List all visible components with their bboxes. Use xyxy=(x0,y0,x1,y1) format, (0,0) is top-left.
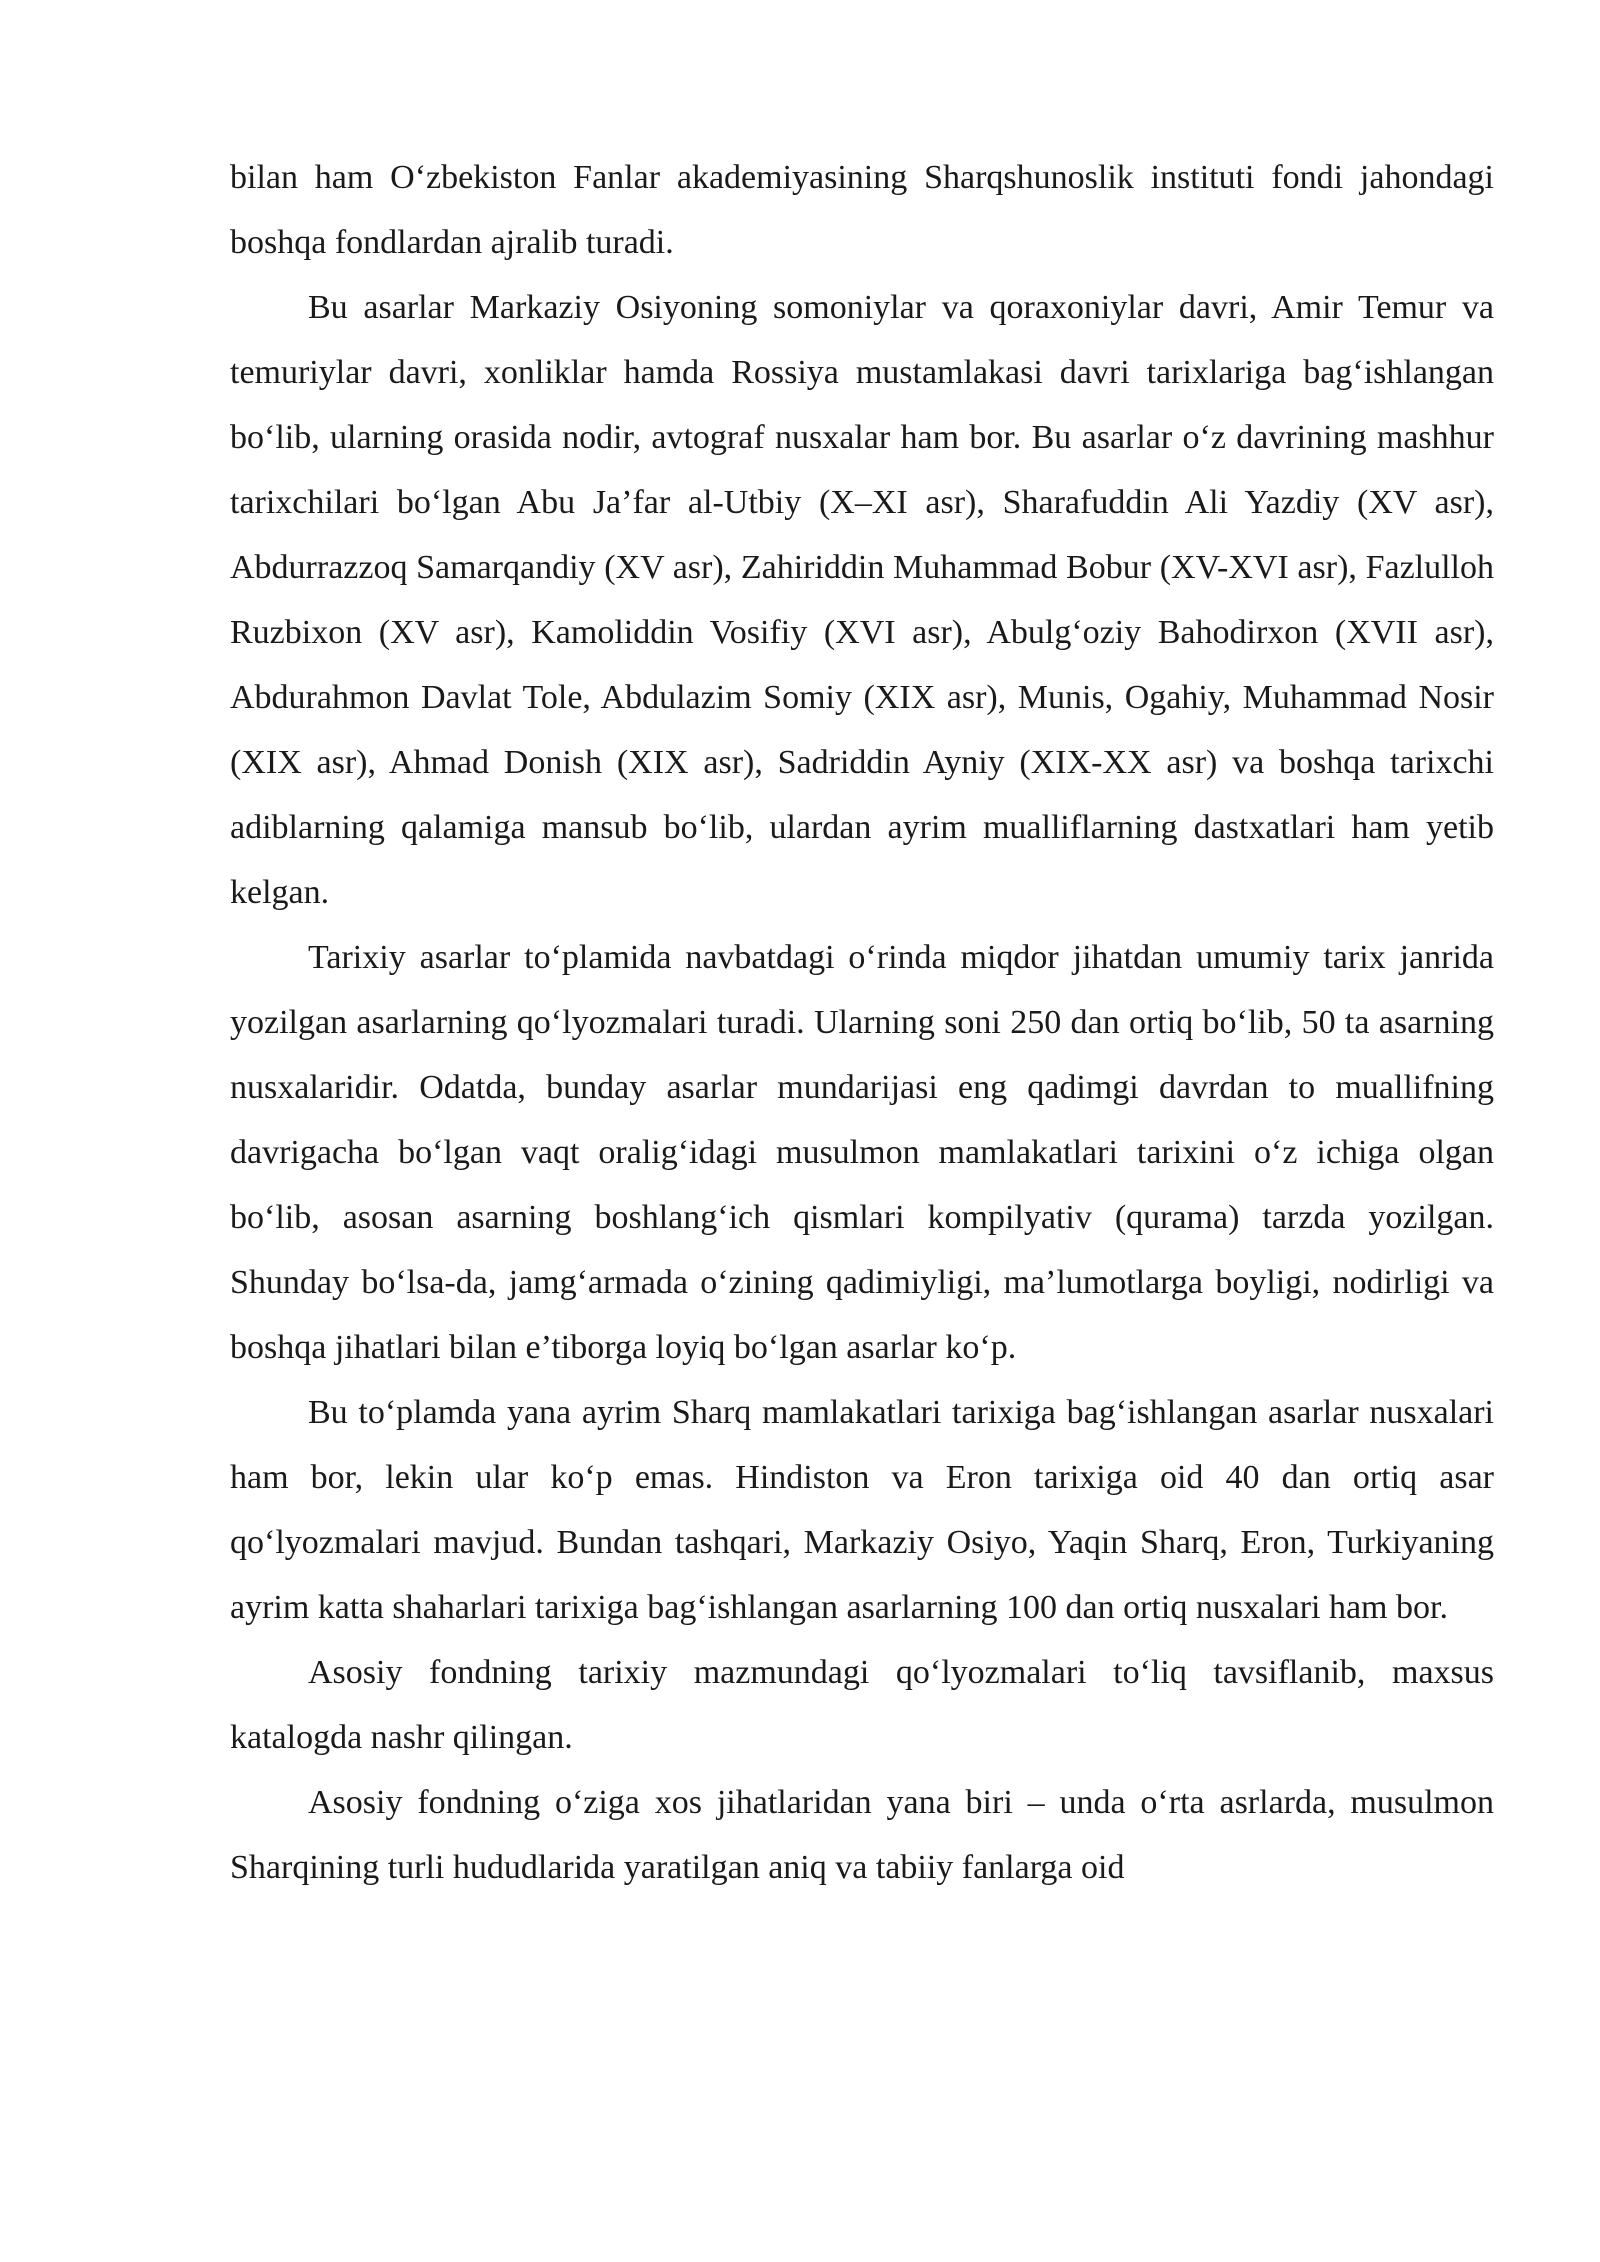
paragraph-general-history: Tarixiy asarlar to‘plamida navbatdagi o‘rinda miqdor jihatdan umumiy tarix janrida yozilgan asarlarning qo‘lyozmalari turadi. Ularning soni 250 dan ortiq bo‘lib, 50 ta asarning nusxalaridir. Odatda, bunday asarlar mundarijasi eng qadimgi davrdan to muallifning davrigacha bo‘lgan vaqt oralig‘idagi musulmon mamlakatlari tarixini o‘z ichiga olgan bo‘lib, asosan asarning boshlang‘ich qismlari kompilyativ (qurama) tarzda yozilgan. Shunday bo‘lsa-da, jamg‘armada o‘zining qadimiyligi, ma’lumotlarga boyligi, nodirligi va boshqa jihatlari bilan e’tiborga loyiq bo‘lgan asarlar ko‘p. xyxy=(230,939,1494,1366)
paragraph-continued: bilan ham O‘zbekiston Fanlar akademiyasining Sharqshunoslik instituti fondi jahondagi boshqa fondlardan ajralib turadi. xyxy=(230,159,1494,261)
paragraph-catalog: Asosiy fondning tarixiy mazmundagi qo‘lyozmalari to‘liq tavsiflanib, maxsus katalogda nashr qilingan. xyxy=(230,1654,1494,1756)
paragraph-sciences: Asosiy fondning o‘ziga xos jihatlaridan yana biri – unda o‘rta asrlarda, musulmon Sharqining turli hududlarida yaratilgan aniq va tabiiy fanlarga oid xyxy=(230,1784,1494,1886)
paragraph-eastern-countries: Bu to‘plamda yana ayrim Sharq mamlakatlari tarixiga bag‘ishlangan asarlar nusxalari ham bor, lekin ular ko‘p emas. Hindiston va Eron tarixiga oid 40 dan ortiq asar qo‘lyozmalari mavjud. Bundan tashqari, Markaziy Osiyo, Yaqin Sharq, Eron, Turkiyaning ayrim katta shaharlari tarixiga bag‘ishlangan asarlarning 100 dan ortiq nusxalari ham bor. xyxy=(230,1394,1494,1626)
document-page xyxy=(230,145,1494,1900)
paragraph-historical-works: Bu asarlar Markaziy Osiyoning somoniylar va qoraxoniylar davri, Amir Temur va temuriylar davri, xonliklar hamda Rossiya mustamlakasi davri tarixlariga bag‘ishlangan bo‘lib, ularning orasida nodir, avtograf nusxalar ham bor. Bu asarlar o‘z davrining mashhur tarixchilari bo‘lgan Abu Ja’far al-Utbiy (X–XI asr), Sharafuddin Ali Yazdiy (XV asr), Abdurrazzoq Samarqandiy (XV asr), Zahiriddin Muhammad Bobur (XV-XVI asr), Fazlulloh Ruzbixon (XV asr), Kamoliddin Vosifiy (XVI asr), Abulg‘oziy Bahodirxon (XVII asr), Abdurahmon Davlat Tole, Abdulazim Somiy (XIX asr), Munis, Ogahiy, Muhammad Nosir (XIX asr), Ahmad Donish (XIX asr), Sadriddin Ayniy (XIX-XX asr) va boshqa tarixchi adiblarning qalamiga mansub bo‘lib, ulardan ayrim mualliflarning dastxatlari ham yetib kelgan. xyxy=(230,289,1494,911)
